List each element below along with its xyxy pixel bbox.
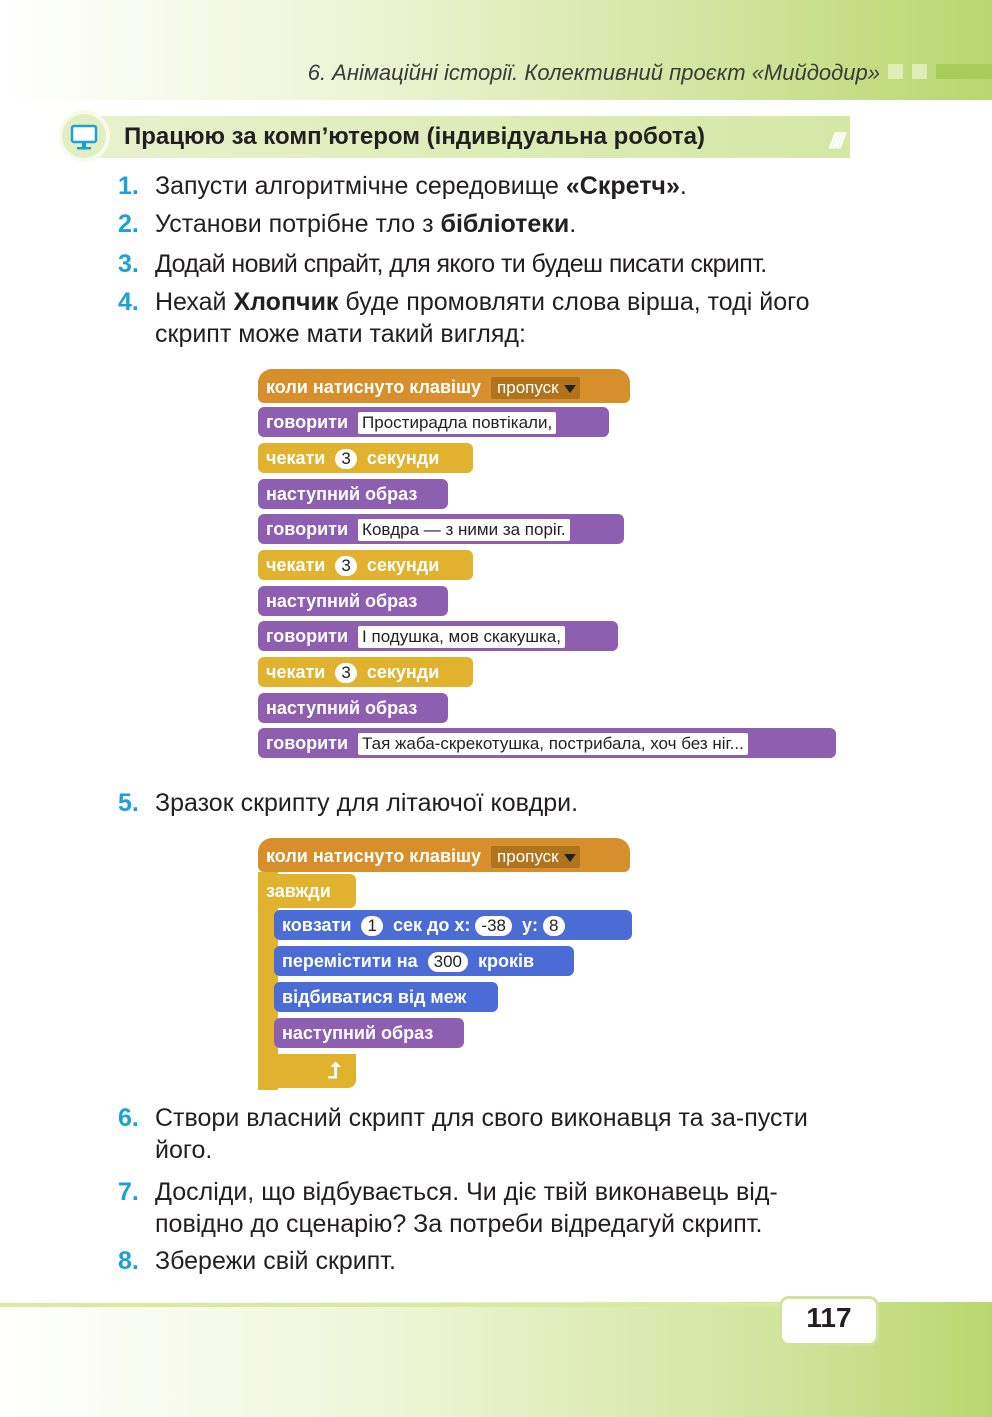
section-title: Працюю за комп’ютером (індивідуальна робота) <box>124 123 705 150</box>
forever-label[interactable]: завжди <box>258 874 356 908</box>
forever-loop-bottom[interactable] <box>258 1054 356 1088</box>
computer-monitor-icon <box>58 110 110 162</box>
glide-seconds-input[interactable]: 1 <box>361 916 382 936</box>
bounce-on-edge-block[interactable]: відбиватися від меж <box>274 982 498 1012</box>
say-block[interactable]: говорити Тая жаба-скрекотушка, пострибала, хоч без ніг... <box>258 728 836 758</box>
loop-arrow-icon: ⮥ <box>328 1058 341 1083</box>
wait-seconds-input[interactable]: 3 <box>335 556 356 576</box>
item-text: Створи власний скрипт для свого виконавця та за-пусти його. <box>155 1104 808 1164</box>
next-costume-block[interactable]: наступний образ <box>258 693 448 723</box>
header-bar <box>936 64 992 79</box>
item-text: Збережи свій скрипт. <box>155 1247 396 1275</box>
when-key-pressed-block[interactable]: коли натиснуто клавішу пропуск <box>258 369 630 403</box>
page-number: 117 <box>806 1302 852 1333</box>
item-number: 7. <box>118 1178 139 1206</box>
item-number: 1. <box>118 172 139 200</box>
dropdown-arrow-icon <box>564 854 576 862</box>
wait-seconds-input[interactable]: 3 <box>335 663 356 683</box>
say-block[interactable]: говорити І подушка, мов скакушка, <box>258 621 618 651</box>
item-text: Додай новий спрайт, для якого ти будеш писати скрипт. <box>155 250 767 278</box>
next-costume-block[interactable]: наступний образ <box>258 479 448 509</box>
say-text-input[interactable]: Простирадла повтікали, <box>358 412 556 434</box>
dropdown-arrow-icon <box>564 385 576 393</box>
footer-line <box>0 1303 780 1307</box>
header-square <box>888 64 903 79</box>
header-square <box>912 64 927 79</box>
wait-block[interactable]: чекати 3 секунди <box>258 657 473 687</box>
item-number: 5. <box>118 789 139 817</box>
wait-seconds-input[interactable]: 3 <box>335 449 356 469</box>
wait-block[interactable]: чекати 3 секунди <box>258 443 473 473</box>
item-number: 3. <box>118 250 139 278</box>
wait-block[interactable]: чекати 3 секунди <box>258 550 473 580</box>
item-text: Досліди, що відбувається. Чи діє твій виконавець від-повідно до сценарію? За потреби відредагуй скрипт. <box>155 1178 778 1238</box>
item-text: Нехай Хлопчик буде промовляти слова вірша, тоді його скрипт може мати такий вигляд: <box>155 288 810 348</box>
say-text-input[interactable]: Ковдра — з ними за поріг. <box>358 519 570 541</box>
section-decoration: //// <box>829 128 842 153</box>
item-number: 8. <box>118 1247 139 1275</box>
item-text: Запусти алгоритмічне середовище «Скретч». <box>155 172 687 200</box>
key-dropdown[interactable]: пропуск <box>491 377 580 399</box>
item-text: Зразок скрипту для літаючої ковдри. <box>155 789 579 817</box>
glide-x-input[interactable]: -38 <box>475 916 512 936</box>
say-text-input[interactable]: І подушка, мов скакушка, <box>358 626 565 648</box>
steps-input[interactable]: 300 <box>428 952 468 972</box>
section-heading <box>58 110 850 158</box>
glide-block[interactable]: ковзати 1 сек до x: -38 y: 8 <box>274 910 632 940</box>
item-number: 2. <box>118 210 139 238</box>
say-block[interactable]: говорити Простирадла повтікали, <box>258 407 609 437</box>
item-text: Установи потрібне тло з бібліотеки. <box>155 210 577 238</box>
item-number: 6. <box>118 1104 139 1132</box>
next-costume-block[interactable]: наступний образ <box>258 586 448 616</box>
move-steps-block[interactable]: перемістити на 300 кроків <box>274 946 574 976</box>
item-number: 4. <box>118 288 139 316</box>
when-key-pressed-block[interactable]: коли натиснуто клавішу пропуск <box>258 838 630 872</box>
key-dropdown[interactable]: пропуск <box>491 846 580 868</box>
chapter-header: 6. Анімаційні історії. Колективний проєкт «Мийдодир» <box>307 60 880 85</box>
say-text-input[interactable]: Тая жаба-скрекотушка, пострибала, хоч без ніг... <box>358 733 748 755</box>
say-block[interactable]: говорити Ковдра — з ними за поріг. <box>258 514 624 544</box>
next-costume-block[interactable]: наступний образ <box>274 1018 464 1048</box>
glide-y-input[interactable]: 8 <box>543 916 564 936</box>
